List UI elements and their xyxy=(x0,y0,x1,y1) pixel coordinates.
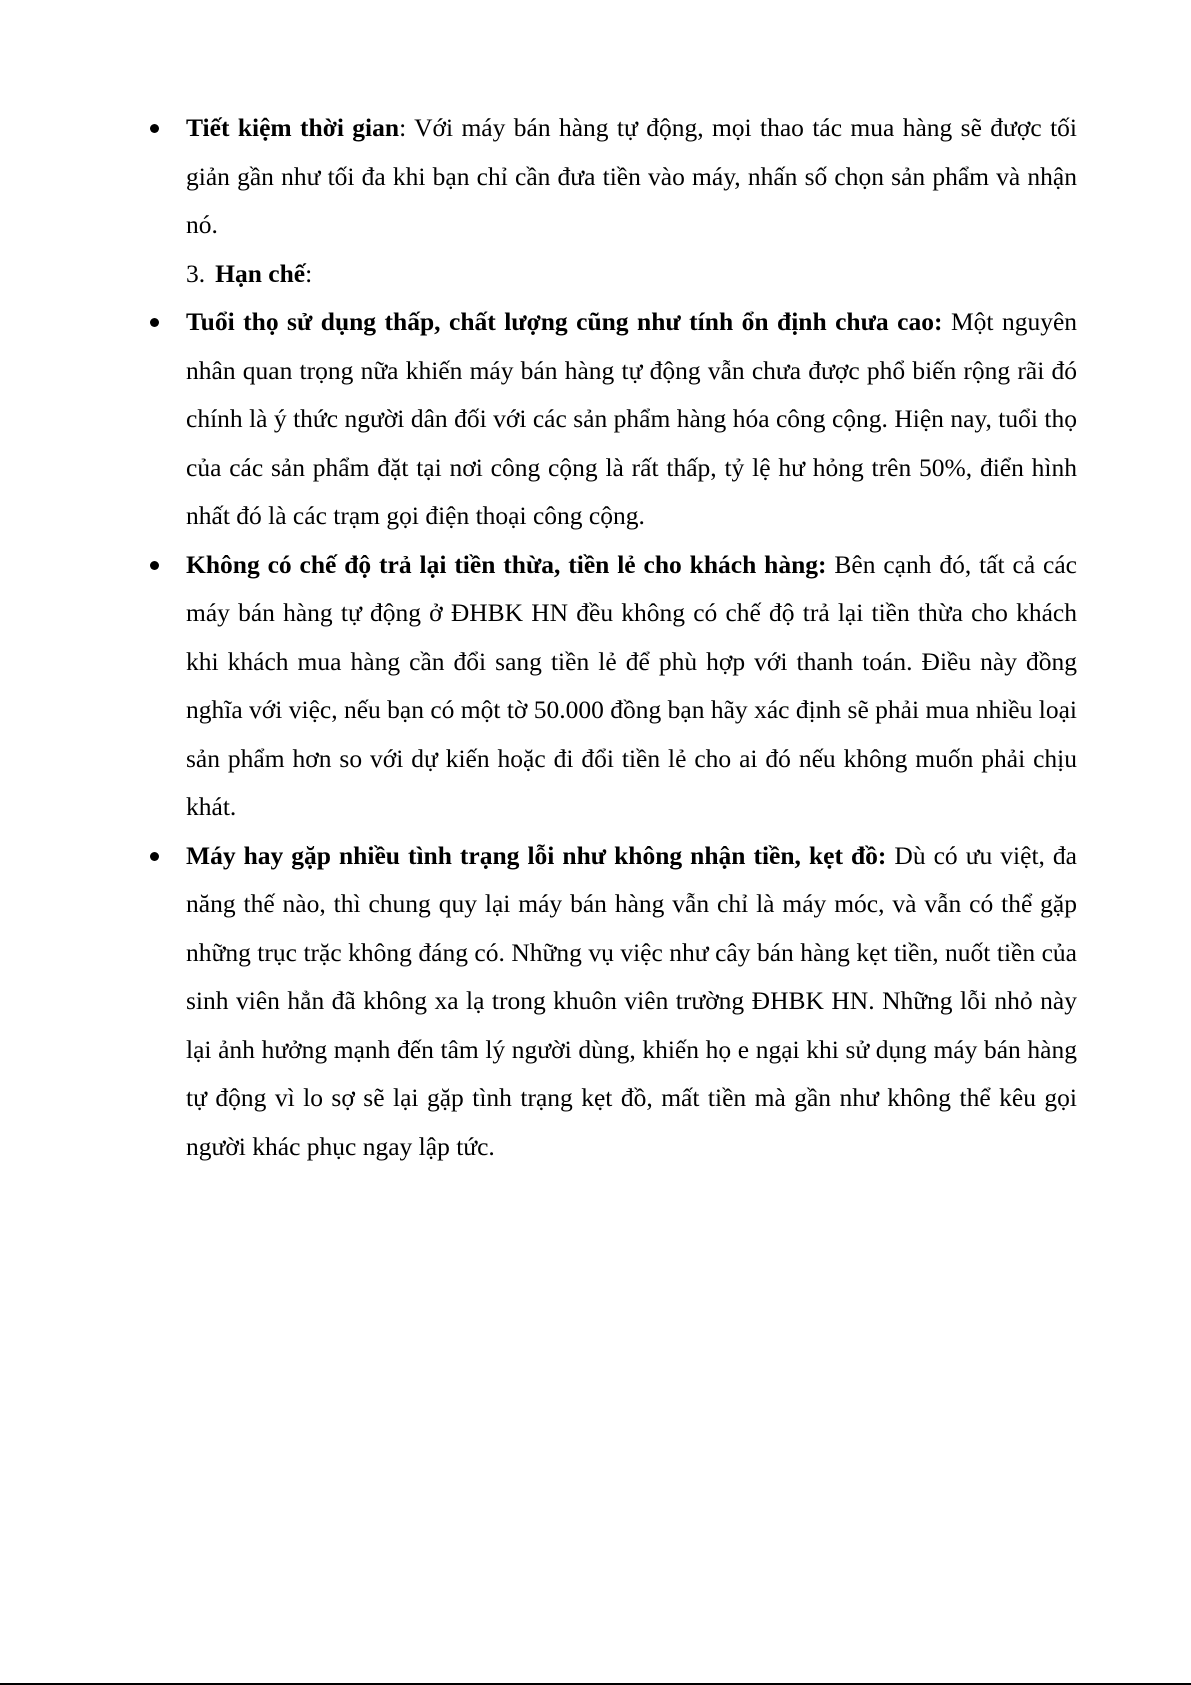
list-item-separator xyxy=(942,307,950,336)
list-item-separator: : xyxy=(399,113,415,142)
section-number: 3. xyxy=(186,258,206,288)
list-item-title: Tuổi thọ sử dụng thấp, chất lượng cũng như tính ổn định chưa cao: xyxy=(186,307,943,336)
list-item-title: Không có chế độ trả lại tiền thừa, tiền lẻ cho khách hàng: xyxy=(186,549,827,579)
list-item-tien-thua xyxy=(148,541,1077,832)
list-item-body: Một nguyên nhân quan trọng nữa khiến máy bán hàng tự động vẫn chưa được phổ biến rộng rãi đó chính là ý thức người dân đối với các sản phẩm hàng hóa công cộng. Hiện nay, tuổi thọ của các sản phẩm đặt tại nơi công cộng là rất thấp, tỷ lệ hư hỏng trên 50%, điển hình nhất đó là các trạm gọi điện thoại công cộng. xyxy=(186,307,1078,530)
document-page xyxy=(148,104,1077,1171)
bullet-icon xyxy=(150,318,159,327)
list-item-body: Với máy bán hàng tự động, mọi thao tác mua hàng sẽ được tối giản gần như tối đa khi bạn chỉ cần đưa tiền vào máy, nhấn số chọn sản phẩm và nhận nó. xyxy=(186,113,1077,239)
list-item-title: Máy hay gặp nhiều tình trạng lỗi như không nhận tiền, kẹt đồ: xyxy=(186,840,887,870)
section-title: Hạn chế xyxy=(215,258,306,288)
section-title-suffix: : xyxy=(305,258,313,288)
list-item-loi-may xyxy=(148,832,1077,1172)
section-heading xyxy=(148,250,1077,299)
bullet-icon xyxy=(150,852,159,861)
bullet-icon xyxy=(150,124,159,133)
list-item-body: Dù có ưu việt, đa năng thế nào, thì chung quy lại máy bán hàng vẫn chỉ là máy móc, và vẫn có thể gặp những trục trặc không đáng có. Những vụ việc như cây bán hàng kẹt tiền, nuốt tiền của sinh viên hẳn đã không xa lạ trong khuôn viên trường ĐHBK HN. Những lỗi nhỏ này lại ảnh hưởng mạnh đến tâm lý người dùng, khiến họ e ngại khi sử dụng máy bán hàng tự động vì lo sợ sẽ lại gặp tình trạng kẹt đồ, mất tiền mà gần như không thể kêu gọi người khác phục ngay lập tức. xyxy=(186,840,1077,1161)
bullet-icon xyxy=(150,561,159,570)
list-item-title: Tiết kiệm thời gian xyxy=(186,113,400,142)
list-item-body: Bên cạnh đó, tất cả các máy bán hàng tự động ở ĐHBK HN đều không có chế độ trả lại tiền thừa cho khách khi khách mua hàng cần đổi sang tiền lẻ để phù hợp với thanh toán. Điều này đồng nghĩa với việc, nếu bạn có một tờ 50.000 đồng bạn hãy xác định sẽ phải mua nhiều loại sản phẩm hơn so với dự kiến hoặc đi đổi tiền lẻ cho ai đó nếu không muốn phải chịu khát. xyxy=(186,549,1078,821)
list-item-tuoi-tho xyxy=(148,298,1077,541)
list-item-tiet-kiem-thoi-gian xyxy=(148,104,1077,250)
